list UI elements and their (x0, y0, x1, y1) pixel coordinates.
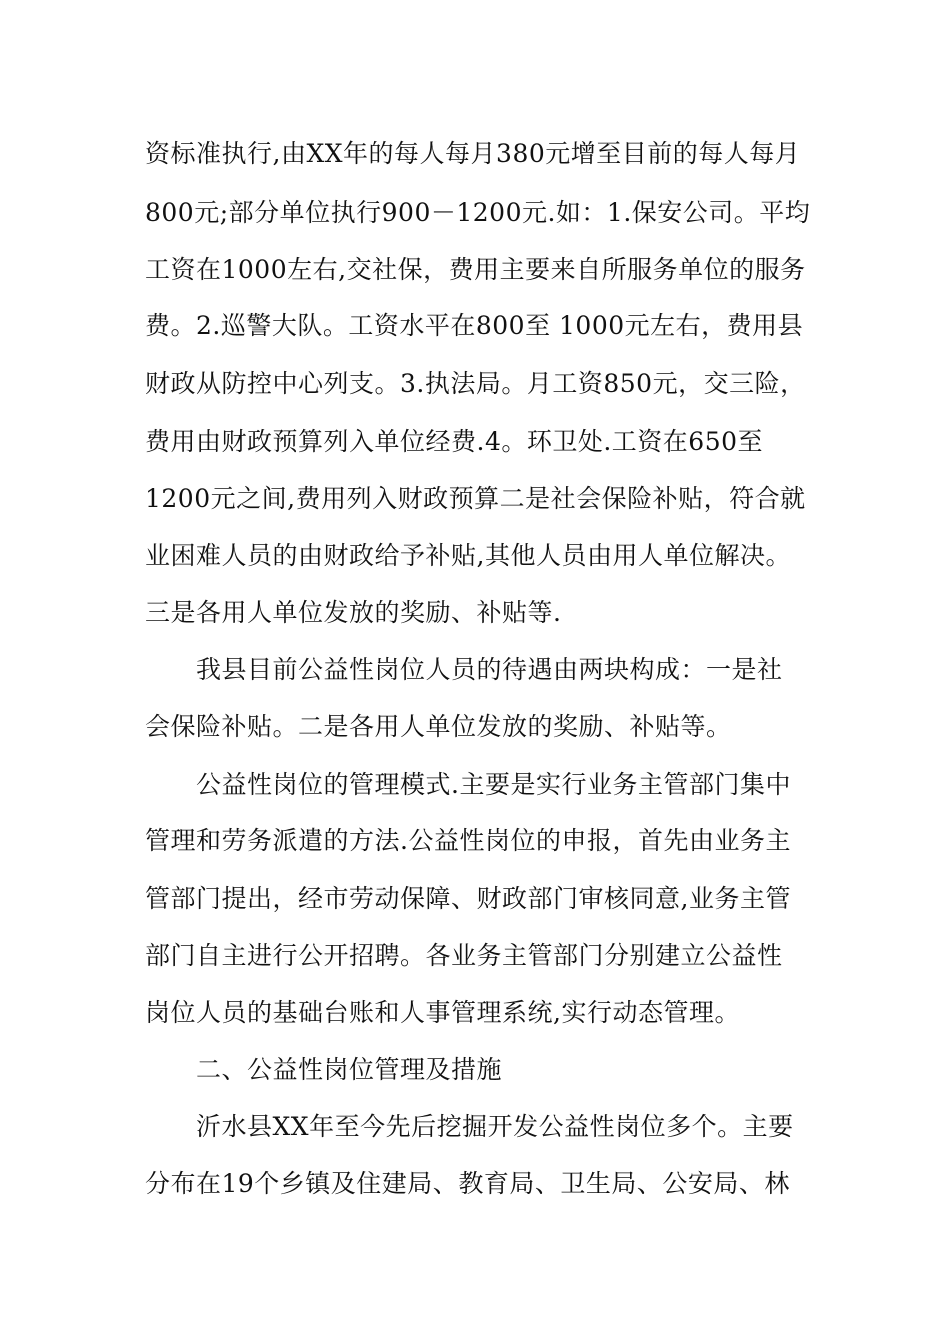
text-line: 工资在1000左右,交社保，费用主要来自所服务单位的服务 (145, 255, 806, 284)
paragraph-first-line: 公益性岗位的管理模式.主要是实行业务主管部门集中 (196, 770, 791, 799)
paragraph-first-line: 沂水县XX年至今先后挖掘开发公益性岗位多个。主要 (196, 1112, 794, 1141)
text-line: 1200元之间,费用列入财政预算二是社会保险补贴，符合就 (145, 484, 806, 513)
paragraph-first-line: 我县目前公益性岗位人员的待遇由两块构成：一是社 (196, 655, 783, 684)
text-line: 费。2.巡警大队。工资水平在800至 1000元左右，费用县 (145, 311, 804, 340)
text-line: 管理和劳务派遣的方法.公益性岗位的申报，首先由业务主 (145, 826, 791, 855)
text-line: 财政从防控中心列支。3.执法局。月工资850元，交三险， (145, 369, 806, 398)
text-line: 会保险补贴。二是各用人单位发放的奖励、补贴等。 (145, 712, 732, 741)
text-line: 资标准执行,由XX年的每人每月380元增至目前的每人每月 (145, 139, 801, 168)
text-line: 三是各用人单位发放的奖励、补贴等. (145, 598, 562, 627)
text-line: 业困难人员的由财政给予补贴,其他人员由用人单位解决。 (145, 541, 791, 570)
text-line: 800元;部分单位执行900－1200元.如：1.保安公司。平均 (145, 198, 811, 227)
section-heading: 二、公益性岗位管理及措施 (196, 1055, 503, 1084)
text-line: 岗位人员的基础台账和人事管理系统,实行动态管理。 (145, 998, 740, 1027)
text-line: 分布在19个乡镇及住建局、教育局、卫生局、公安局、林 (145, 1169, 790, 1198)
text-line: 费用由财政预算列入单位经费.4。环卫处.工资在650至 (145, 427, 764, 456)
text-line: 部门自主进行公开招聘。各业务主管部门分别建立公益性 (145, 941, 783, 970)
text-line: 管部门提出，经市劳动保障、财政部门审核同意,业务主管 (145, 884, 791, 913)
